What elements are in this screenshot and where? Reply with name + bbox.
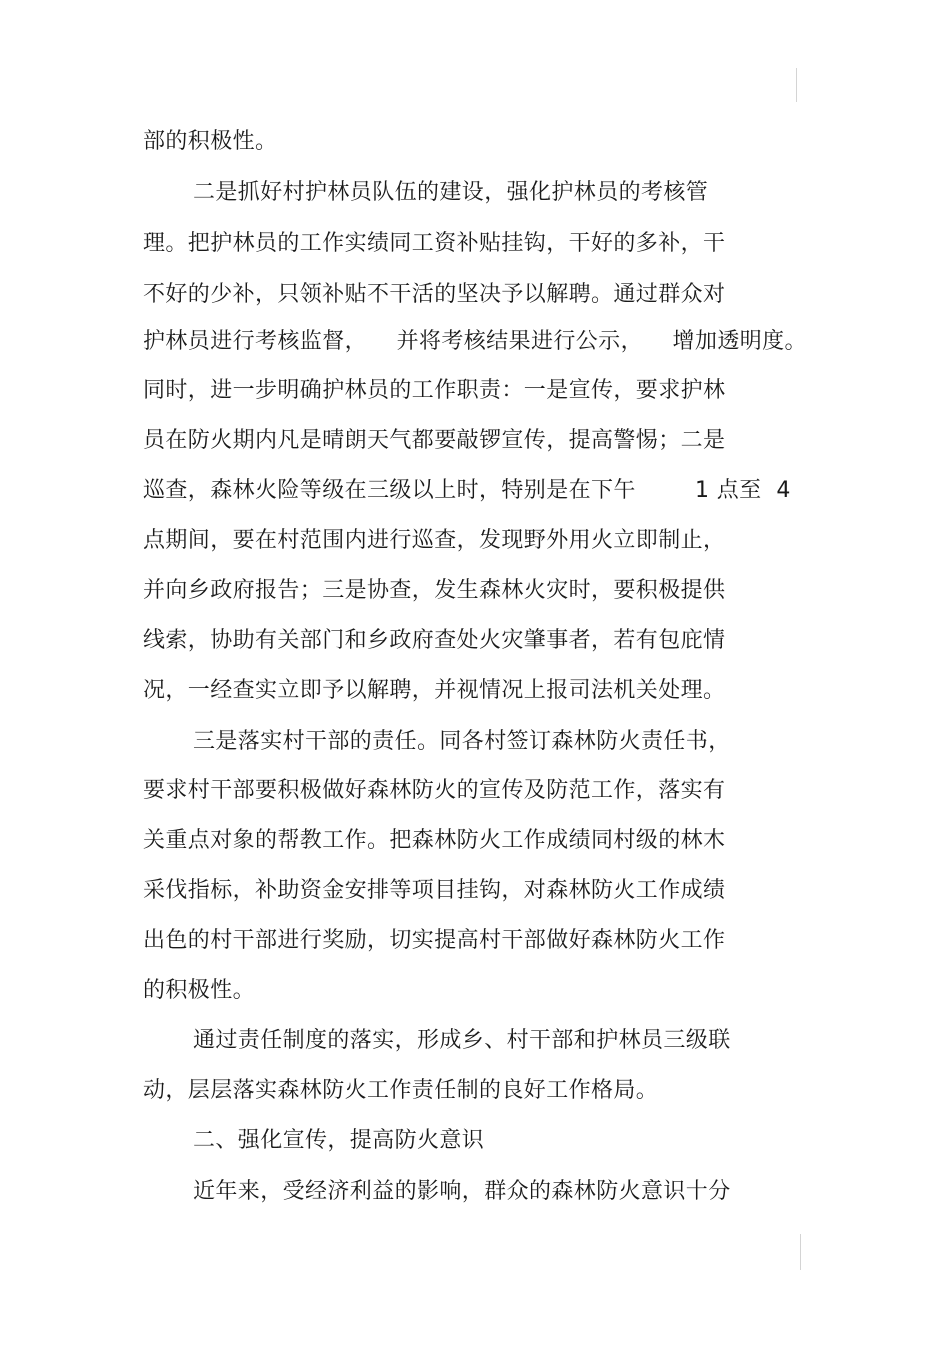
- text-line-20: 动，层层落实森林防火工作责任制的良好工作格局。: [143, 1078, 659, 1103]
- text-line-11: 线索，协助有关部门和乡政府查处火灾肇事者，若有包庇情: [143, 628, 726, 653]
- text-line-14: 要求村干部要积极做好森林防火的宣传及防范工作，落实有: [143, 778, 726, 803]
- page-edge-mark-top: [796, 68, 797, 102]
- text-line-12: 况，一经查实立即予以解聘，并视情况上报司法机关处理。: [143, 678, 726, 703]
- text-line-18: 的积极性。: [143, 978, 256, 1003]
- text-line-2: 二是抓好村护林员队伍的建设，强化护林员的考核管: [193, 180, 709, 205]
- text-line-8: 巡查，森林火险等级在三级以上时，特别是在下午 1 点至 4: [143, 478, 791, 503]
- text-line-22: 近年来，受经济利益的影响，群众的森林防火意识十分: [193, 1179, 731, 1204]
- text-line-3: 理。把护林员的工作实绩同工资补贴挂钩，干好的多补，干: [143, 231, 726, 256]
- text-line-13: 三是落实村干部的责任。同各村签订森林防火责任书，: [193, 729, 731, 754]
- text-line-7: 员在防火期内凡是晴朗天气都要敲锣宣传，提高警惕；二是: [143, 428, 726, 453]
- text-line-10: 并向乡政府报告；三是协查，发生森林火灾时，要积极提供: [143, 578, 726, 603]
- text-line-17: 出色的村干部进行奖励，切实提高村干部做好森林防火工作: [143, 928, 726, 953]
- section-heading: 二、强化宣传，提高防火意识: [193, 1128, 485, 1153]
- text-line-9: 点期间，要在村范围内进行巡查，发现野外用火立即制止，: [143, 528, 726, 553]
- page-edge-mark-bottom: [800, 1234, 801, 1270]
- text-line-1: 部的积极性。: [143, 129, 278, 154]
- text-line-15: 关重点对象的帮教工作。把森林防火工作成绩同村级的林木: [143, 828, 726, 853]
- text-line-19: 通过责任制度的落实，形成乡、村干部和护林员三级联: [193, 1028, 731, 1053]
- text-line-6: 同时，进一步明确护林员的工作职责：一是宣传，要求护林: [143, 378, 726, 403]
- text-line-16: 采伐指标，补助资金安排等项目挂钩，对森林防火工作成绩: [143, 878, 726, 903]
- text-line-5: 护林员进行考核监督， 并将考核结果进行公示， 增加透明度。: [143, 329, 807, 354]
- text-line-4: 不好的少补，只领补贴不干活的坚决予以解聘。通过群众对: [143, 282, 726, 307]
